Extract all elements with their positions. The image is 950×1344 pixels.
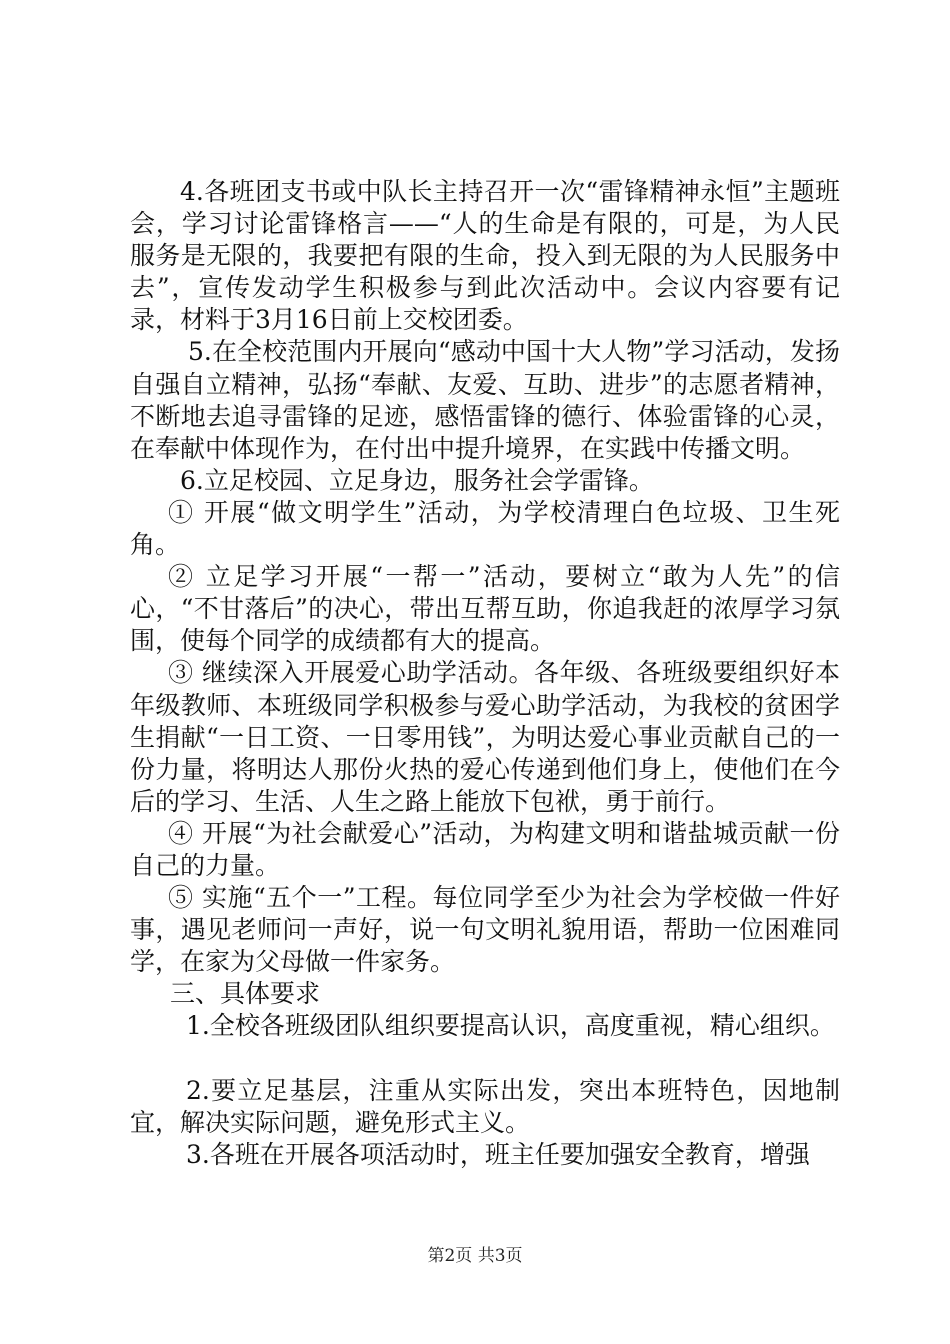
requirement-item-3: 3.各班在开展各项活动时，班主任要加强安全教育，增强 <box>186 1139 810 1169</box>
paragraph-item-5: 5.在全校范围内开展向“感动中国十大人物”学习活动，发扬自强自立精神，弘扬“奉献、友爱、互助、进步”的志愿者精神，不断地去追寻雷锋的足迹，感悟雷锋的德行、体验雷锋的心灵，在奉献中体现作为，在付出中提升境界，在实践中传播文明。 <box>130 337 840 463</box>
requirement-item-1: 1.全校各班级团队组织要提高认识，高度重视，精心组织。 <box>186 1011 835 1041</box>
document-body <box>130 176 840 1171</box>
section-heading-requirements: 三、具体要求 <box>170 979 321 1009</box>
sub-item-3: ③ 继续深入开展爱心助学活动。各年级、各班级要组织好本年级教师、本班级同学积极参与爱心助学活动，为我校的贫困学生捐献“一日工资、一日零用钱”，为明达爱心事业贡献自己的一份力量，将明达人那份火热的爱心传递到他们身上，使他们在今后的学习、生活、人生之路上能放下包袱，勇于前行。 <box>130 658 840 816</box>
sub-item-1: ① 开展“做文明学生”活动，为学校清理白色垃圾、卫生死角。 <box>130 497 840 560</box>
sub-item-4: ④ 开展“为社会献爱心”活动，为构建文明和谐盐城贡献一份自己的力量。 <box>130 818 840 880</box>
sub-item-2: ② 立足学习开展“一帮一”活动，要树立“敢为人先”的信心，“不甘落后”的决心，带出互帮互助，你追我赶的浓厚学习氛围，使每个同学的成绩都有大的提高。 <box>130 562 840 656</box>
paragraph-item-4: 4.各班团支书或中队长主持召开一次“雷锋精神永恒”主题班会，学习讨论雷锋格言——“人的生命是有限的，可是，为人民服务是无限的，我要把有限的生命，投入到无限的为人民服务中去”，宣传发动学生积极参与到此次活动中。会议内容要有记录，材料于3月16日前上交校团委。 <box>130 177 840 335</box>
page-number-footer: 第2页 共3页 <box>427 1246 523 1266</box>
requirement-item-2: 2.要立足基层，注重从实际出发，突出本班特色，因地制宜，解决实际问题，避免形式主义。 <box>130 1075 840 1137</box>
paragraph-item-6: 6.立足校园、立足身边，服务社会学雷锋。 <box>180 465 654 495</box>
sub-item-5: ⑤ 实施“五个一”工程。每位同学至少为社会为学校做一件好事，遇见老师问一声好，说一句文明礼貌用语，帮助一位困难同学，在家为父母做一件家务。 <box>130 883 840 977</box>
